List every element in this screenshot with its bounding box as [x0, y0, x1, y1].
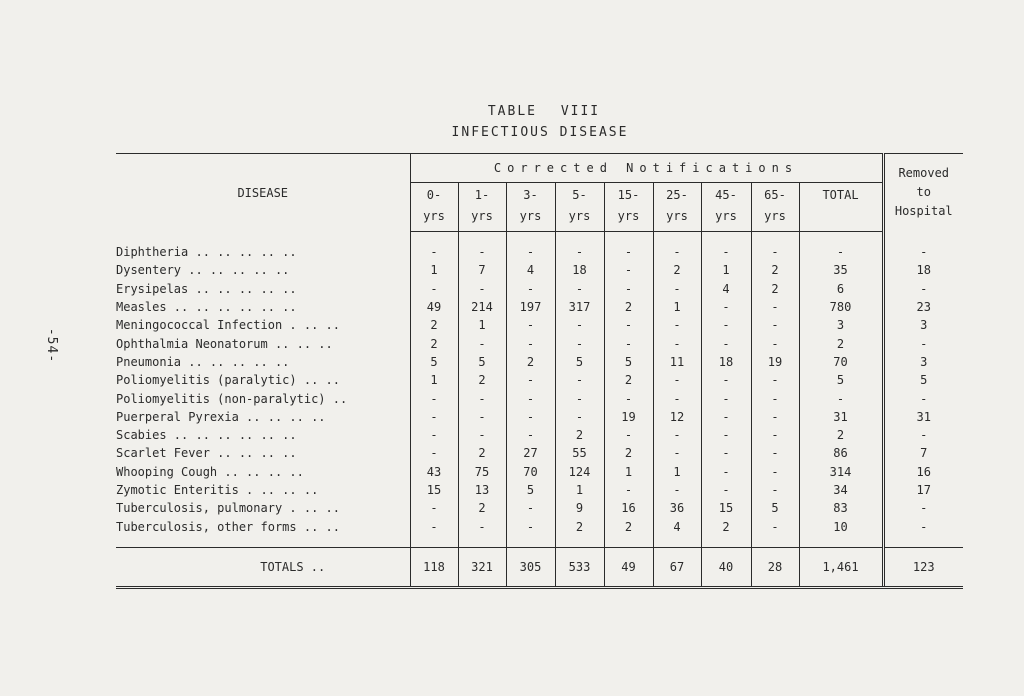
table-subtitle: INFECTIOUS DISEASE: [451, 125, 629, 140]
removed-cell: -: [883, 389, 963, 407]
removed-cell: 16: [883, 463, 963, 481]
count-cell: -: [506, 517, 555, 535]
count-cell: 13: [458, 481, 506, 499]
count-cell: 2: [458, 499, 506, 517]
disease-name: Puerperal Pyrexia .. .. .. ..: [116, 409, 326, 424]
count-cell: -: [751, 481, 799, 499]
age-header: 1- yrs: [458, 183, 506, 232]
count-cell: 1: [653, 463, 701, 481]
table-row: [116, 316, 963, 334]
count-cell: -: [701, 463, 751, 481]
count-cell: 2: [410, 316, 458, 334]
count-cell: -: [410, 426, 458, 444]
count-cell: -: [458, 243, 506, 261]
infectious-disease-table: [116, 153, 963, 589]
count-cell: 5: [555, 353, 604, 371]
age-header: 45- yrs: [701, 183, 751, 232]
count-cell: 2: [604, 298, 653, 316]
count-cell: -: [653, 280, 701, 298]
count-cell: 70: [506, 463, 555, 481]
count-cell: -: [506, 426, 555, 444]
count-cell: 75: [458, 463, 506, 481]
age-header: 15- yrs: [604, 183, 653, 232]
disease-name: Dysentery .. .. .. .. ..: [116, 263, 290, 278]
count-cell: 2: [458, 444, 506, 462]
count-cell: 2: [751, 280, 799, 298]
count-cell: -: [604, 389, 653, 407]
count-cell: -: [751, 389, 799, 407]
count-cell: -: [506, 334, 555, 352]
count-cell: 2: [604, 517, 653, 535]
removed-cell: 31: [883, 408, 963, 426]
disease-name: Zymotic Enteritis . .. .. ..: [116, 483, 319, 497]
disease-name: Ophthalmia Neonatorum .. .. ..: [116, 336, 333, 351]
table-row: [116, 334, 963, 352]
count-cell: -: [751, 316, 799, 334]
table-row: [116, 389, 963, 407]
count-cell: -: [410, 389, 458, 407]
disease-name: Whooping Cough .. .. .. ..: [116, 464, 304, 479]
totals-cell: 118: [410, 547, 458, 587]
total-cell: 314: [799, 463, 883, 481]
table-row: [116, 298, 963, 316]
count-cell: -: [701, 426, 751, 444]
age-header: 0- yrs: [410, 183, 458, 232]
count-cell: 36: [653, 499, 701, 517]
total-cell: 35: [799, 261, 883, 279]
disease-name: Pneumonia .. .. .. .. ..: [116, 354, 290, 369]
count-cell: -: [458, 334, 506, 352]
count-cell: -: [701, 334, 751, 352]
count-cell: -: [458, 408, 506, 426]
count-cell: -: [751, 298, 799, 316]
totals-cell: 305: [506, 547, 555, 587]
count-cell: -: [653, 371, 701, 389]
table-title: TABLE VIII: [487, 104, 601, 119]
count-cell: -: [410, 243, 458, 261]
count-cell: -: [458, 280, 506, 298]
count-cell: -: [410, 280, 458, 298]
total-cell: 10: [799, 517, 883, 535]
count-cell: 2: [701, 517, 751, 535]
count-cell: -: [653, 316, 701, 334]
removed-cell: -: [883, 334, 963, 352]
disease-name: Measles .. .. .. .. .. ..: [116, 300, 297, 315]
count-cell: -: [751, 334, 799, 352]
count-cell: -: [701, 389, 751, 407]
count-cell: 18: [701, 353, 751, 371]
removed-to-hospital-header: Removed to Hospital: [883, 154, 963, 232]
total-cell: 70: [799, 353, 883, 371]
count-cell: -: [555, 408, 604, 426]
count-cell: 49: [410, 298, 458, 316]
count-cell: -: [506, 371, 555, 389]
total-cell: 83: [799, 499, 883, 517]
table-row: [116, 499, 963, 517]
count-cell: 2: [604, 444, 653, 462]
count-cell: 4: [701, 280, 751, 298]
removed-cell: 3: [883, 353, 963, 371]
removed-cell: -: [883, 243, 963, 261]
count-cell: -: [653, 444, 701, 462]
table-row: [116, 463, 963, 481]
total-cell: 780: [799, 298, 883, 316]
count-cell: -: [604, 280, 653, 298]
count-cell: -: [604, 334, 653, 352]
count-cell: -: [410, 517, 458, 535]
count-cell: -: [506, 408, 555, 426]
totals-cell: 40: [701, 547, 751, 587]
count-cell: -: [653, 481, 701, 499]
removed-cell: 23: [883, 298, 963, 316]
removed-cell: 5: [883, 371, 963, 389]
count-cell: 11: [653, 353, 701, 371]
count-cell: -: [653, 243, 701, 261]
count-cell: 5: [751, 499, 799, 517]
corrected-notifications-header: Corrected Notifications: [410, 154, 883, 183]
count-cell: -: [701, 243, 751, 261]
count-cell: -: [604, 261, 653, 279]
count-cell: -: [701, 481, 751, 499]
count-cell: -: [506, 389, 555, 407]
count-cell: 2: [555, 426, 604, 444]
disease-name: Scarlet Fever .. .. .. ..: [116, 446, 297, 461]
disease-name: Poliomyelitis (non-paralytic) ..: [116, 391, 348, 406]
count-cell: -: [458, 517, 506, 535]
count-cell: -: [604, 426, 653, 444]
count-cell: -: [555, 371, 604, 389]
removed-cell: 3: [883, 316, 963, 334]
count-cell: 2: [410, 334, 458, 352]
table-row: [116, 261, 963, 279]
count-cell: -: [410, 408, 458, 426]
count-cell: -: [751, 463, 799, 481]
count-cell: -: [555, 243, 604, 261]
count-cell: 1: [555, 481, 604, 499]
count-cell: 214: [458, 298, 506, 316]
count-cell: -: [701, 298, 751, 316]
disease-name: Meningococcal Infection . .. ..: [116, 318, 340, 333]
count-cell: 9: [555, 499, 604, 517]
disease-name: Erysipelas .. .. .. .. ..: [116, 281, 297, 296]
count-cell: -: [653, 334, 701, 352]
totals-label: TOTALS ..: [116, 547, 410, 587]
disease-header: DISEASE: [116, 154, 410, 232]
count-cell: -: [555, 334, 604, 352]
removed-cell: 7: [883, 444, 963, 462]
table-row: [116, 408, 963, 426]
removed-cell: -: [883, 280, 963, 298]
table-row: [116, 517, 963, 535]
total-cell: -: [799, 389, 883, 407]
count-cell: 1: [410, 371, 458, 389]
count-cell: 16: [604, 499, 653, 517]
count-cell: -: [506, 499, 555, 517]
count-cell: 4: [506, 261, 555, 279]
count-cell: -: [751, 371, 799, 389]
age-header: 65- yrs: [751, 183, 799, 232]
count-cell: -: [751, 517, 799, 535]
count-cell: -: [604, 481, 653, 499]
age-header: 5- yrs: [555, 183, 604, 232]
count-cell: -: [604, 316, 653, 334]
total-header: TOTAL: [799, 183, 883, 232]
removed-cell: 18: [883, 261, 963, 279]
table-row: [116, 371, 963, 389]
table-row: [116, 481, 963, 499]
count-cell: 19: [604, 408, 653, 426]
count-cell: 43: [410, 463, 458, 481]
total-cell: 5: [799, 371, 883, 389]
count-cell: 12: [653, 408, 701, 426]
count-cell: 55: [555, 444, 604, 462]
totals-cell: 321: [458, 547, 506, 587]
age-header: 25- yrs: [653, 183, 701, 232]
totals-cell: 123: [883, 547, 963, 587]
count-cell: 1: [458, 316, 506, 334]
totals-cell: 28: [751, 547, 799, 587]
count-cell: -: [751, 243, 799, 261]
count-cell: 2: [653, 261, 701, 279]
count-cell: 2: [458, 371, 506, 389]
removed-cell: 17: [883, 481, 963, 499]
disease-name: Tuberculosis, other forms .. ..: [116, 519, 340, 534]
count-cell: 7: [458, 261, 506, 279]
totals-cell: 67: [653, 547, 701, 587]
count-cell: -: [653, 389, 701, 407]
age-header: 3- yrs: [506, 183, 555, 232]
count-cell: -: [751, 426, 799, 444]
count-cell: -: [701, 371, 751, 389]
count-cell: 5: [604, 353, 653, 371]
count-cell: -: [458, 426, 506, 444]
count-cell: 27: [506, 444, 555, 462]
count-cell: 5: [506, 481, 555, 499]
total-cell: 3: [799, 316, 883, 334]
count-cell: 1: [604, 463, 653, 481]
table-row: [116, 280, 963, 298]
disease-name: Tuberculosis, pulmonary . .. ..: [116, 501, 340, 516]
count-cell: 317: [555, 298, 604, 316]
table-row: [116, 426, 963, 444]
removed-cell: -: [883, 517, 963, 535]
count-cell: -: [458, 389, 506, 407]
count-cell: 2: [604, 371, 653, 389]
table-row: [116, 444, 963, 462]
disease-name: Diphtheria .. .. .. .. ..: [116, 245, 297, 260]
count-cell: -: [751, 408, 799, 426]
count-cell: 1: [410, 261, 458, 279]
total-cell: -: [799, 243, 883, 261]
table-row: [116, 353, 963, 371]
count-cell: -: [604, 243, 653, 261]
page-number: -54-: [44, 327, 60, 364]
total-cell: 2: [799, 426, 883, 444]
count-cell: 15: [701, 499, 751, 517]
count-cell: -: [506, 316, 555, 334]
count-cell: -: [701, 316, 751, 334]
totals-cell: 49: [604, 547, 653, 587]
count-cell: -: [555, 280, 604, 298]
count-cell: 18: [555, 261, 604, 279]
count-cell: 197: [506, 298, 555, 316]
count-cell: -: [653, 426, 701, 444]
total-cell: 31: [799, 408, 883, 426]
count-cell: -: [410, 499, 458, 517]
table-row: [116, 243, 963, 261]
total-cell: 6: [799, 280, 883, 298]
count-cell: 124: [555, 463, 604, 481]
count-cell: 15: [410, 481, 458, 499]
count-cell: 5: [458, 353, 506, 371]
count-cell: -: [751, 444, 799, 462]
total-cell: 34: [799, 481, 883, 499]
count-cell: 4: [653, 517, 701, 535]
disease-name: Scabies .. .. .. .. .. ..: [116, 428, 297, 443]
removed-cell: -: [883, 499, 963, 517]
count-cell: 1: [701, 261, 751, 279]
count-cell: 1: [653, 298, 701, 316]
count-cell: -: [555, 316, 604, 334]
count-cell: 2: [506, 353, 555, 371]
total-cell: 2: [799, 334, 883, 352]
count-cell: -: [701, 444, 751, 462]
totals-cell: 1,461: [799, 547, 883, 587]
total-cell: 86: [799, 444, 883, 462]
count-cell: 2: [751, 261, 799, 279]
removed-cell: -: [883, 426, 963, 444]
count-cell: 19: [751, 353, 799, 371]
count-cell: 5: [410, 353, 458, 371]
totals-cell: 533: [555, 547, 604, 587]
count-cell: 2: [555, 517, 604, 535]
count-cell: -: [555, 389, 604, 407]
disease-name: Poliomyelitis (paralytic) .. ..: [116, 373, 340, 388]
count-cell: -: [506, 280, 555, 298]
count-cell: -: [410, 444, 458, 462]
count-cell: -: [701, 408, 751, 426]
count-cell: -: [506, 243, 555, 261]
